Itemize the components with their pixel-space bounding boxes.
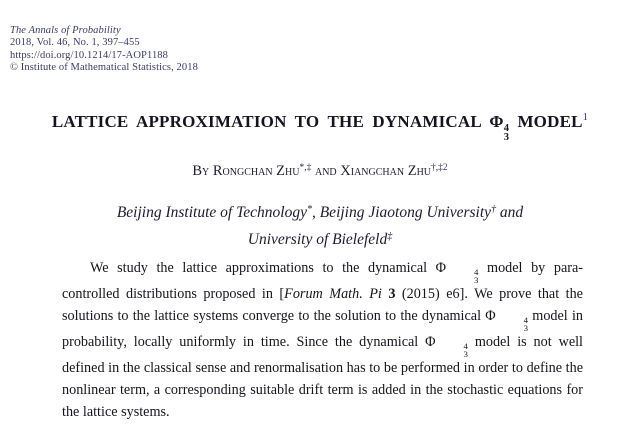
- phi-scripts: [446, 268, 478, 284]
- journal-doi: https://doi.org/10.1214/17-AOP1188: [10, 49, 168, 61]
- title-part2: MODEL: [517, 112, 583, 131]
- affiliation-line1: [0, 198, 640, 225]
- abstract-s5: model is not well defined in the classical sense and renormalisation has to be performed in order to define the nonlinear term, a corresponding suitable drift term is added in the stochastic equations for the lattice systems.: [62, 333, 584, 420]
- affil2-mark: †: [491, 204, 497, 215]
- phi-4-3-symbol: [435, 260, 479, 286]
- affil-conjunction: and: [496, 204, 524, 221]
- phi-base: Φ: [435, 260, 447, 276]
- affil3-mark: ‡: [387, 231, 393, 242]
- phi-superscript: 4: [503, 122, 509, 134]
- phi-4-3-symbol: [425, 333, 468, 360]
- author2-name: Xiangchan Zhu: [340, 163, 432, 179]
- phi-base: Φ: [485, 307, 496, 324]
- phi-4-3-symbol: [485, 307, 529, 333]
- journal-copyright: © Institute of Mathematical Statistics, 2018: [10, 61, 198, 73]
- phi-subscript: 3: [523, 322, 529, 333]
- author-prefix: By: [192, 163, 210, 179]
- phi-subscript: 3: [463, 349, 468, 360]
- author1-affil-marks: *,‡: [299, 163, 312, 173]
- phi-base: Φ: [489, 112, 504, 131]
- affiliations: [0, 198, 640, 252]
- phi-subscript: 3: [474, 275, 479, 286]
- affil1-mark: *: [306, 204, 312, 215]
- affil2-name: , Beijing Jiaotong University: [311, 204, 492, 221]
- phi-scripts: [496, 316, 528, 332]
- phi-scripts: [436, 342, 468, 358]
- journal-name: The Annals of Probability: [10, 25, 121, 36]
- phi-superscript: 4: [474, 266, 479, 277]
- author1-name: Rongchan Zhu: [212, 163, 300, 179]
- phi-superscript: 4: [463, 340, 468, 351]
- phi-4-3-symbol: [489, 112, 509, 144]
- abstract-s3: (2015) e6]. We prove that the solutions to the lattice systems converge to the solution to the dynamical: [62, 286, 583, 324]
- abstract-s2: model by para-controlled distributions proposed in [: [62, 260, 583, 303]
- article-title: [0, 111, 640, 143]
- phi-scripts: [504, 124, 509, 143]
- affiliation-line2: [0, 225, 640, 252]
- author2-affil-marks: †,‡: [431, 163, 443, 173]
- abstract-reference-volume: 3: [388, 286, 396, 303]
- author2-footnote-link[interactable]: 2: [442, 163, 448, 173]
- journal-header: [10, 25, 198, 74]
- phi-subscript: 3: [503, 132, 509, 144]
- affil3-name: University of Bielefeld: [247, 231, 388, 248]
- author-conjunction: and: [314, 163, 337, 179]
- abstract-s4: model in probability, locally uniformly in time. Since the dynamical: [62, 307, 584, 350]
- phi-superscript: 4: [523, 314, 529, 325]
- affil1-name: Beijing Institute of Technology: [116, 204, 307, 221]
- abstract-s1: We study the lattice approximations to the dynamical: [90, 260, 436, 276]
- title-part1: LATTICE APPROXIMATION TO THE DYNAMICAL: [51, 112, 481, 131]
- abstract-reference-italic: Forum Math. Pi: [284, 286, 382, 303]
- abstract-text: [62, 258, 583, 423]
- title-footnote-link[interactable]: 1: [582, 111, 589, 123]
- author-line: [0, 163, 640, 180]
- phi-base: Φ: [425, 333, 436, 350]
- journal-issue: 2018, Vol. 46, No. 1, 397–455: [10, 37, 140, 49]
